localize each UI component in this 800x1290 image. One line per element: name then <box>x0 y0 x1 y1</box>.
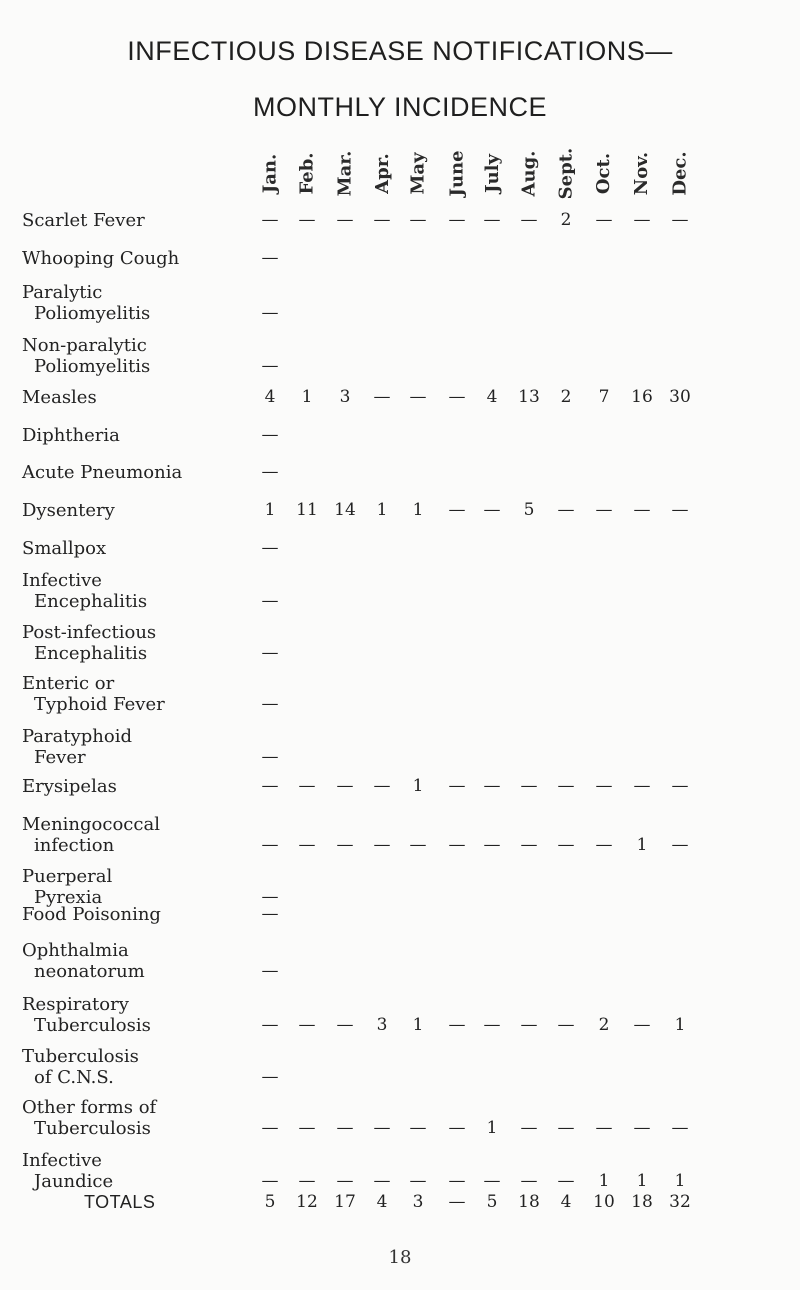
table-cell: — <box>261 643 279 663</box>
row-label <box>22 570 147 612</box>
table-cell: — <box>373 1118 391 1138</box>
table-cell: — <box>409 835 427 855</box>
table-cell: 4 <box>486 387 498 407</box>
row-label <box>22 726 132 768</box>
table-cell: — <box>671 1118 689 1138</box>
table-cell: 2 <box>560 210 572 230</box>
table-cell: — <box>373 776 391 796</box>
table-cell: — <box>633 776 651 796</box>
table-cell: — <box>409 210 427 230</box>
row-label-line: Whooping Cough <box>22 248 180 269</box>
table-cell: — <box>557 1015 575 1035</box>
table-cell: — <box>298 1171 316 1191</box>
row-label-line: Poliomyelitis <box>34 356 151 377</box>
table-cell: 16 <box>631 387 653 407</box>
row-label <box>22 1046 139 1088</box>
table-cell: — <box>671 500 689 520</box>
table-cell: — <box>298 1118 316 1138</box>
table-cell: — <box>595 500 613 520</box>
table-cell: — <box>261 887 279 907</box>
table-cell: — <box>520 1171 538 1191</box>
row-label-line: Puerperal <box>22 866 113 887</box>
totals-cell: — <box>448 1192 466 1212</box>
table-cell: — <box>595 1118 613 1138</box>
row-label-line: Non-paralytic <box>22 335 147 356</box>
table-cell: — <box>261 1171 279 1191</box>
row-label <box>22 282 150 324</box>
totals-cell: 4 <box>376 1192 388 1212</box>
row-label-line: Respiratory <box>22 994 129 1015</box>
totals-cell: 32 <box>669 1192 691 1212</box>
month-header-label: Mar. <box>334 150 356 196</box>
table-cell: — <box>261 591 279 611</box>
table-cell: — <box>261 356 279 376</box>
table-cell: — <box>520 210 538 230</box>
table-cell: — <box>448 776 466 796</box>
row-label <box>22 776 117 797</box>
row-label-line: Scarlet Fever <box>22 210 145 231</box>
table-cell: 1 <box>674 1171 686 1191</box>
table-cell: — <box>336 835 354 855</box>
table-cell: 1 <box>598 1171 610 1191</box>
table-cell: — <box>336 1171 354 1191</box>
row-label-line: Pyrexia <box>34 887 103 908</box>
table-cell: — <box>373 1171 391 1191</box>
row-label-line: Paralytic <box>22 282 103 303</box>
month-header <box>445 140 469 206</box>
table-cell: — <box>595 835 613 855</box>
table-cell: — <box>483 1015 501 1035</box>
table-cell: — <box>261 961 279 981</box>
row-label <box>22 248 179 269</box>
row-label-line: Dysentery <box>22 500 115 521</box>
row-label <box>22 462 182 483</box>
table-cell: — <box>336 776 354 796</box>
table-cell: — <box>261 303 279 323</box>
totals-cell: 5 <box>264 1192 276 1212</box>
table-cell: — <box>633 1015 651 1035</box>
table-cell: — <box>373 210 391 230</box>
month-header <box>258 140 282 206</box>
row-label-line: Jaundice <box>34 1171 114 1192</box>
table-cell: — <box>483 500 501 520</box>
table-cell: — <box>298 210 316 230</box>
month-header-label: May <box>407 151 429 195</box>
row-label-line: Poliomyelitis <box>34 303 151 324</box>
table-cell: — <box>671 776 689 796</box>
row-label-line: Tuberculosis <box>34 1015 151 1036</box>
month-header <box>517 140 541 206</box>
table-cell: — <box>336 1015 354 1035</box>
totals-cell: 4 <box>560 1192 572 1212</box>
table-cell: — <box>520 835 538 855</box>
table-cell: — <box>261 835 279 855</box>
table-cell: 1 <box>636 1171 648 1191</box>
table-cell: — <box>409 1118 427 1138</box>
table-cell: — <box>261 210 279 230</box>
table-cell: 2 <box>598 1015 610 1035</box>
table-cell: — <box>595 776 613 796</box>
row-label-line: Encephalitis <box>34 643 148 664</box>
table-cell: — <box>373 835 391 855</box>
row-label <box>22 387 97 408</box>
row-label-line: Smallpox <box>22 538 107 559</box>
page-subtitle: MONTHLY INCIDENCE <box>252 92 548 122</box>
row-label <box>22 538 106 559</box>
table-cell: 2 <box>560 387 572 407</box>
totals-cell: 10 <box>593 1192 615 1212</box>
month-header-label: Jan. <box>259 153 281 193</box>
row-label-line: Diphtheria <box>22 425 120 446</box>
table-cell: — <box>261 462 279 482</box>
table-cell: — <box>557 500 575 520</box>
totals-label: TOTALS <box>84 1192 156 1212</box>
table-cell: — <box>448 1118 466 1138</box>
row-label-line: infection <box>34 835 115 856</box>
table-cell: — <box>483 1171 501 1191</box>
month-header-label: Oct. <box>593 152 615 194</box>
page-number: 18 <box>388 1247 412 1268</box>
table-cell: — <box>298 835 316 855</box>
table-cell: — <box>261 1118 279 1138</box>
month-header <box>554 140 578 206</box>
table-cell: 1 <box>412 776 424 796</box>
table-cell: 13 <box>518 387 540 407</box>
table-cell: 1 <box>412 500 424 520</box>
totals-cell: 18 <box>518 1192 540 1212</box>
table-cell: — <box>261 538 279 558</box>
row-label-line: Measles <box>22 387 97 408</box>
table-cell: — <box>336 210 354 230</box>
month-header-label: Dec. <box>669 150 691 196</box>
row-label <box>22 1150 113 1192</box>
row-label-line: of C.N.S. <box>34 1067 114 1088</box>
row-label <box>22 994 151 1036</box>
totals-cell: 18 <box>631 1192 653 1212</box>
month-header <box>370 140 394 206</box>
row-label <box>22 425 120 446</box>
table-cell: — <box>448 387 466 407</box>
row-label-line: Encephalitis <box>34 591 148 612</box>
table-cell: — <box>671 835 689 855</box>
table-cell: — <box>261 694 279 714</box>
table-cell: 1 <box>412 1015 424 1035</box>
table-cell: 1 <box>486 1118 498 1138</box>
table-cell: — <box>336 1118 354 1138</box>
row-label-line: Infective <box>22 570 102 591</box>
month-header <box>668 140 692 206</box>
table-cell: — <box>448 835 466 855</box>
month-header-label: Aug. <box>518 150 540 196</box>
row-label-line: Typhoid Fever <box>34 694 165 715</box>
table-cell: — <box>557 835 575 855</box>
month-header <box>406 140 430 206</box>
row-label-line: Food Poisoning <box>22 904 161 925</box>
table-cell: — <box>483 210 501 230</box>
table-cell: — <box>520 1118 538 1138</box>
table-cell: — <box>448 1015 466 1035</box>
month-header <box>295 140 319 206</box>
table-cell: 1 <box>636 835 648 855</box>
row-label <box>22 940 145 982</box>
row-label-line: Meningococcal <box>22 814 160 835</box>
row-label-line: Erysipelas <box>22 776 117 797</box>
row-label-line: Other forms of <box>22 1097 157 1118</box>
table-cell: — <box>261 904 279 924</box>
table-cell: — <box>409 1171 427 1191</box>
table-cell: — <box>520 1015 538 1035</box>
table-cell: 3 <box>376 1015 388 1035</box>
totals-cell: 12 <box>296 1192 318 1212</box>
totals-cell: 5 <box>486 1192 498 1212</box>
table-cell: — <box>298 1015 316 1035</box>
row-label-line: neonatorum <box>34 961 145 982</box>
table-cell: 30 <box>669 387 691 407</box>
table-cell: 1 <box>376 500 388 520</box>
table-cell: 4 <box>264 387 276 407</box>
table-cell: — <box>557 1171 575 1191</box>
table-cell: — <box>448 1171 466 1191</box>
table-cell: 1 <box>264 500 276 520</box>
table-cell: — <box>261 1015 279 1035</box>
row-label-line: Post-infectious <box>22 622 157 643</box>
row-label-line: Ophthalmia <box>22 940 129 961</box>
table-cell: 11 <box>296 500 318 520</box>
row-label <box>22 210 145 231</box>
table-cell: 14 <box>334 500 356 520</box>
table-cell: — <box>261 776 279 796</box>
month-header-label: Apr. <box>371 152 393 194</box>
table-cell: 7 <box>598 387 610 407</box>
table-cell: — <box>595 210 613 230</box>
page-title: INFECTIOUS DISEASE NOTIFICATIONS— <box>127 36 673 66</box>
month-header <box>333 140 357 206</box>
table-cell: 5 <box>523 500 535 520</box>
table-cell: — <box>633 210 651 230</box>
totals-cell: 3 <box>412 1192 424 1212</box>
totals-cell: 17 <box>334 1192 356 1212</box>
table-cell: — <box>409 387 427 407</box>
row-label <box>22 500 115 521</box>
row-label <box>22 866 112 908</box>
month-header-label: July <box>481 153 503 193</box>
table-cell: 1 <box>674 1015 686 1035</box>
table-cell: — <box>261 747 279 767</box>
month-header-label: June <box>446 149 468 197</box>
table-cell: 1 <box>301 387 313 407</box>
table-cell: — <box>373 387 391 407</box>
month-header-label: Sept. <box>555 147 577 199</box>
table-cell: — <box>448 210 466 230</box>
row-label <box>22 673 165 715</box>
table-cell: — <box>557 776 575 796</box>
month-header <box>480 140 504 206</box>
row-label-line: Acute Pneumonia <box>22 462 183 483</box>
row-label <box>22 904 161 925</box>
month-header <box>592 140 616 206</box>
table-cell: — <box>261 248 279 268</box>
row-label <box>22 335 150 377</box>
row-label-line: Fever <box>34 747 86 768</box>
table-cell: — <box>557 1118 575 1138</box>
month-header <box>630 140 654 206</box>
row-label-line: Paratyphoid <box>22 726 133 747</box>
table-cell: 3 <box>339 387 351 407</box>
table-cell: — <box>633 500 651 520</box>
row-label-line: Infective <box>22 1150 102 1171</box>
table-cell: — <box>261 425 279 445</box>
table-cell: — <box>261 1067 279 1087</box>
row-label-line: Tuberculosis <box>34 1118 151 1139</box>
row-label <box>22 814 160 856</box>
row-label-line: Tuberculosis <box>22 1046 139 1067</box>
table-cell: — <box>448 500 466 520</box>
table-cell: — <box>483 835 501 855</box>
row-label-line: Enteric or <box>22 673 115 694</box>
month-header-label: Feb. <box>296 151 318 195</box>
table-cell: — <box>671 210 689 230</box>
row-label <box>22 1097 156 1139</box>
table-cell: — <box>298 776 316 796</box>
table-cell: — <box>483 776 501 796</box>
table-cell: — <box>633 1118 651 1138</box>
table-cell: — <box>520 776 538 796</box>
row-label <box>22 622 156 664</box>
month-header-label: Nov. <box>631 151 653 195</box>
